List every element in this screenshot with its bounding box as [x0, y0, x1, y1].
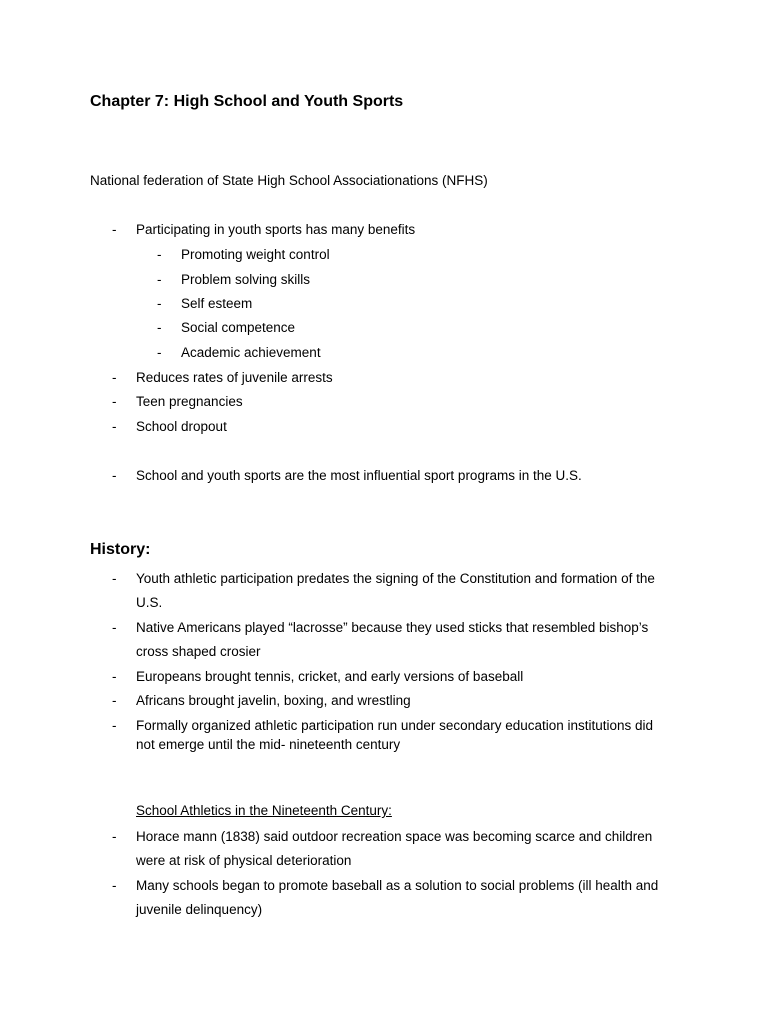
list-item-text: Native Americans played “lacrosse” because they used sticks that resembled bishop’s cross shaped crosier [136, 620, 649, 659]
list-item [112, 567, 672, 615]
bullet-dash: - [112, 468, 117, 483]
chapter-title: Chapter 7: High School and Youth Sports [90, 93, 404, 110]
list-item-text: Promoting weight control [181, 247, 330, 262]
list-item [112, 665, 672, 689]
sub-list-item [157, 292, 657, 316]
list-item [112, 716, 672, 754]
bullet-dash: - [157, 272, 162, 287]
bullet-dash: - [112, 222, 117, 237]
bullet-dash: - [157, 296, 162, 311]
bullet-dash: - [112, 620, 117, 635]
list-item [112, 689, 672, 713]
list-item-text: School dropout [136, 419, 227, 434]
list-item-text: Academic achievement [181, 345, 321, 360]
list-item [112, 366, 672, 390]
bullet-dash: - [112, 669, 117, 684]
list-item [112, 825, 672, 873]
bullet-dash: - [112, 829, 117, 844]
list-item-text: Problem solving skills [181, 272, 311, 287]
intro-paragraph: National federation of State High School Associationations (NFHS) [90, 173, 488, 188]
sub-list-item [157, 243, 657, 267]
list-item [112, 218, 672, 242]
list-item [112, 464, 672, 488]
list-item-text: Horace mann (1838) said outdoor recreation space was becoming scarce and children were at risk of physical deterioration [136, 829, 653, 868]
list-item [112, 874, 672, 922]
list-item [112, 390, 672, 414]
list-item-text: Participating in youth sports has many benefits [136, 222, 416, 237]
list-item-text: Formally organized athletic participation run under secondary education institutions did not emerge until the mid- nineteenth century [136, 718, 654, 752]
list-item [112, 616, 672, 664]
bullet-dash: - [112, 394, 117, 409]
list-item-text: Youth athletic participation predates the signing of the Constitution and formation of the U.S. [136, 571, 655, 610]
bullet-dash: - [112, 571, 117, 586]
bullet-dash: - [157, 345, 162, 360]
bullet-dash: - [112, 693, 117, 708]
bullet-dash: - [157, 247, 162, 262]
list-item-text: Self esteem [181, 296, 253, 311]
bullet-dash: - [112, 718, 117, 733]
bullet-dash: - [112, 878, 117, 893]
list-item-text: Africans brought javelin, boxing, and wrestling [136, 693, 411, 708]
sub-list-item [157, 341, 657, 365]
bullet-dash: - [112, 419, 117, 434]
sub-list-item [157, 268, 657, 292]
list-item-text: Teen pregnancies [136, 394, 243, 409]
list-item-text: Many schools began to promote baseball as a solution to social problems (ill health and juvenile delinquency) [136, 878, 659, 917]
list-item-text: School and youth sports are the most influential sport programs in the U.S. [136, 468, 582, 483]
bullet-dash: - [112, 370, 117, 385]
list-item-text: Social competence [181, 320, 296, 335]
history-heading: History: [90, 541, 151, 558]
bullet-dash: - [157, 320, 162, 335]
list-item [112, 415, 672, 439]
sub-list-item [157, 316, 657, 340]
list-item-text: Europeans brought tennis, cricket, and early versions of baseball [136, 669, 524, 684]
list-item-text: Reduces rates of juvenile arrests [136, 370, 333, 385]
section-subheading: School Athletics in the Nineteenth Century: [136, 803, 392, 818]
